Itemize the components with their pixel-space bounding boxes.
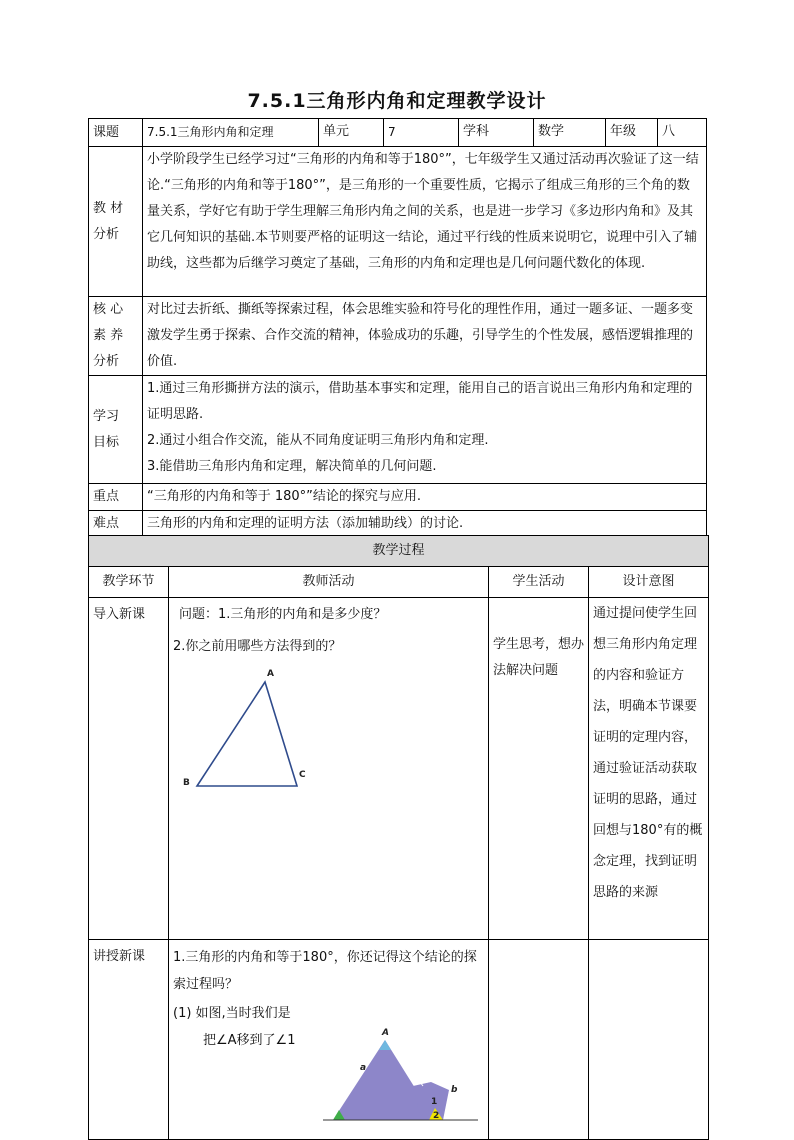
fig-label-a: A bbox=[382, 1028, 389, 1038]
subject-label: 学科 bbox=[459, 119, 534, 147]
goals-text bbox=[143, 376, 707, 484]
triangle-abc bbox=[197, 682, 297, 786]
course-value: 7.5.1三角形内角和定理 bbox=[143, 119, 319, 147]
course-label: 课题 bbox=[89, 119, 143, 147]
col-student: 学生活动 bbox=[489, 567, 589, 598]
subject-value: 数学 bbox=[534, 119, 606, 147]
fig-label-angle-1: 1 bbox=[431, 1097, 438, 1107]
intro-stage: 导入新课 bbox=[89, 598, 169, 940]
vertex-b-label: B bbox=[183, 778, 190, 788]
intro-student: 学生思考，想办法解决问题 bbox=[489, 598, 589, 940]
angle-a-marker bbox=[379, 1040, 391, 1050]
intro-question-2: 2.你之前用哪些方法得到的？ bbox=[173, 639, 342, 654]
process-table bbox=[88, 535, 709, 1140]
intro-intent: 通过提问使学生回想三角形内角定理的内容和验证方法，明确本节课要证明的定理内容，通过验证活动获取证明的思路，通过回想与180°有的概念定理，找到证明思路的来源 bbox=[589, 598, 709, 940]
unit-label: 单元 bbox=[319, 119, 384, 147]
goal-item: 1.通过三角形撕拼方法的演示，借助基本事实和定理，能用自己的语言说出三角形内角和定理的证明思路. bbox=[147, 381, 693, 422]
core-label-line: 核 心 bbox=[93, 302, 124, 317]
new-teacher bbox=[169, 940, 489, 1140]
difficulty-text: 三角形的内角和定理的证明方法（添加辅助线）的讨论. bbox=[143, 511, 707, 538]
new-question: 1.三角形的内角和等于180°，你还记得这个结论的探索过程吗？ bbox=[173, 950, 477, 992]
intro-question-1: 问题：1.三角形的内角和是多少度？ bbox=[179, 607, 387, 622]
difficulty-label: 难点 bbox=[89, 511, 143, 538]
key-text: “三角形的内角和等于 180°”结论的探究与应用. bbox=[143, 484, 707, 511]
col-intent: 设计意图 bbox=[589, 567, 709, 598]
new-stage: 讲授新课 bbox=[89, 940, 169, 1140]
goals-label-line: 学习 bbox=[93, 408, 120, 424]
vertex-c-label: C bbox=[299, 770, 306, 780]
vertex-a-label: A bbox=[267, 669, 274, 679]
analysis-label-line: 分析 bbox=[93, 226, 120, 242]
new-student bbox=[489, 940, 589, 1140]
new-step1a: (1) 如图,当时我们是 bbox=[173, 1006, 291, 1021]
goals-label bbox=[89, 376, 143, 484]
new-step1b: 把∠A移到了∠1 bbox=[203, 1033, 296, 1048]
key-label: 重点 bbox=[89, 484, 143, 511]
process-header: 教学过程 bbox=[89, 536, 709, 567]
core-text: 对比过去折纸、撕纸等探索过程，体会思维实验和符号化的理性作用，通过一题多证、一题多变激发学生勇于探索、合作交流的精神，体验成功的乐趣，引导学生的个性发展，感悟逻辑推理的价值. bbox=[143, 297, 707, 376]
info-table bbox=[88, 118, 707, 538]
page-title: 7.5.1三角形内角和定理教学设计 bbox=[247, 90, 547, 112]
analysis-label-line: 教 材 bbox=[93, 200, 124, 216]
col-teacher: 教师活动 bbox=[169, 567, 489, 598]
analysis-text: 小学阶段学生已经学习过“三角形的内角和等于180°”，七年级学生又通过活动再次验证了这一结论.“三角形的内角和等于180°”，是三角形的一个重要性质，它揭示了组成三角形的三个角的数量关系，学好它有助于学生理解三角形内角之间的关系，也是进一步学习《多边形内角和》及其它几何知识的基础.本节则要严格的证明这一结论，通过平行线的性质来说明它，说理中引入了辅助线，这些都为后继学习奠定了基础，三角形的内角和定理也是几何问题代数化的体现. bbox=[143, 147, 707, 297]
goals-label-line: 目标 bbox=[93, 434, 120, 450]
intro-teacher bbox=[169, 598, 489, 940]
core-label bbox=[89, 297, 143, 376]
grade-label: 年级 bbox=[606, 119, 658, 147]
col-stage: 教学环节 bbox=[89, 567, 169, 598]
fig-label-angle-2: 2 bbox=[433, 1111, 440, 1121]
fig-label-side-a: a bbox=[360, 1063, 367, 1073]
goal-item: 3.能借助三角形内角和定理，解决简单的几何问题. bbox=[147, 459, 437, 474]
core-label-line: 素 养 bbox=[93, 328, 124, 343]
triangle-abc-figure bbox=[175, 660, 325, 790]
analysis-label bbox=[89, 147, 143, 297]
goal-item: 2.通过小组合作交流，能从不同角度证明三角形内角和定理. bbox=[147, 433, 489, 448]
core-label-line: 分析 bbox=[93, 354, 120, 369]
grade-value: 八 bbox=[658, 119, 707, 147]
fig-label-side-b: b bbox=[451, 1085, 458, 1095]
unit-value: 7 bbox=[384, 119, 459, 147]
new-intent bbox=[589, 940, 709, 1140]
